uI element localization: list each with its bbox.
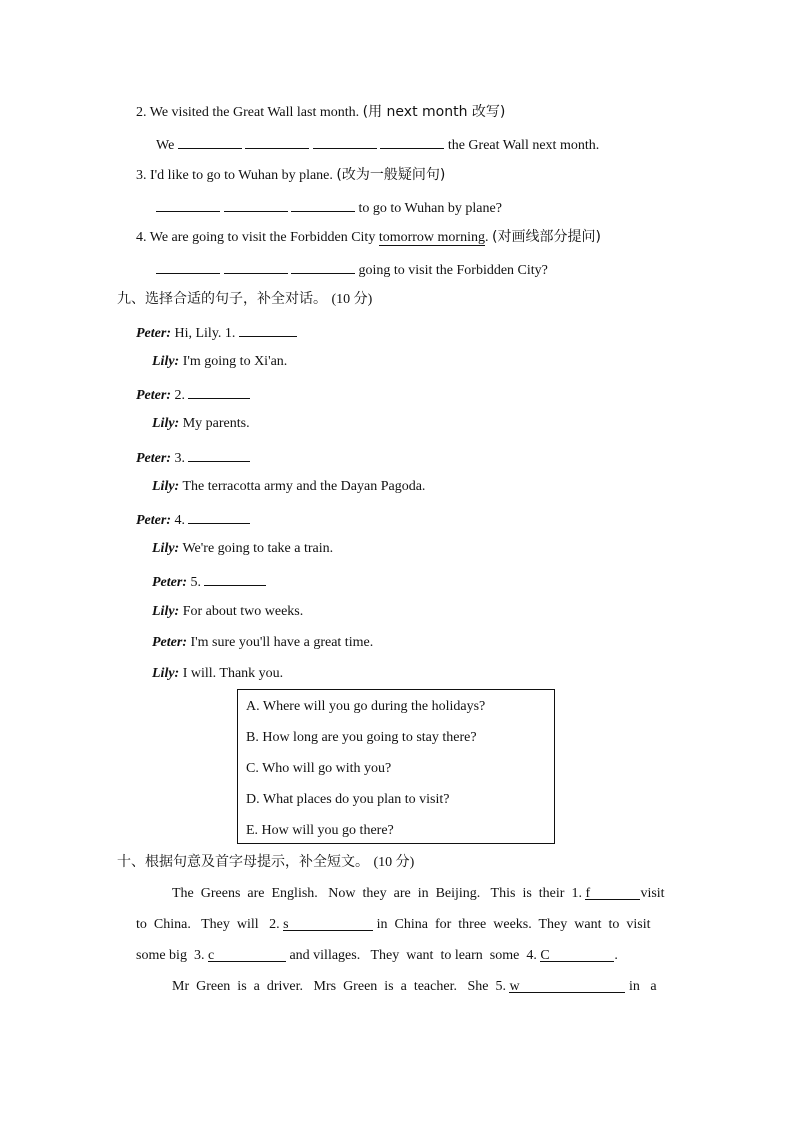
dialogue-line: Lily: The terracotta army and the Dayan Pagoda. <box>152 479 426 494</box>
option-c[interactable]: C. Who will go with you? <box>246 761 392 776</box>
dialogue-line: Peter: Hi, Lily. 1. <box>136 322 297 343</box>
q2-answer-line: We the Great Wall next month. <box>156 134 599 155</box>
answer-blank[interactable]: s <box>283 916 373 931</box>
answer-blank[interactable] <box>245 134 309 149</box>
options-box <box>237 689 555 844</box>
dialogue-line: Peter: 4. <box>136 509 250 530</box>
q4-answer-line: going to visit the Forbidden City? <box>156 259 548 280</box>
answer-blank[interactable] <box>188 384 250 399</box>
passage-line: some big 3. c and villages. They want to learn some 4. C . <box>136 948 618 963</box>
answer-blank[interactable]: c <box>208 947 286 962</box>
answer-blank[interactable] <box>156 197 220 212</box>
answer-blank[interactable] <box>313 134 377 149</box>
passage-line: Mr Green is a driver. Mrs Green is a teacher. She 5. w in a <box>172 979 657 994</box>
answer-blank[interactable] <box>291 197 355 212</box>
answer-blank[interactable] <box>224 259 288 274</box>
q3-line: 3. I'd like to go to Wuhan by plane. (改为一般疑问句) <box>136 167 446 183</box>
answer-blank[interactable] <box>224 197 288 212</box>
q2-line: 2. We visited the Great Wall last month. (用 next month 改写) <box>136 104 506 120</box>
passage-line: The Greens are English. Now they are in Beijing. This is their 1. f visit <box>172 886 665 901</box>
dialogue-line: Lily: For about two weeks. <box>152 604 304 619</box>
answer-blank[interactable] <box>188 447 250 462</box>
answer-blank[interactable]: w <box>509 978 625 993</box>
answer-blank[interactable] <box>291 259 355 274</box>
dialogue-line: Lily: I will. Thank you. <box>152 666 284 681</box>
option-a[interactable]: A. Where will you go during the holidays? <box>246 699 486 714</box>
answer-blank[interactable] <box>156 259 220 274</box>
dialogue-line: Lily: My parents. <box>152 416 250 431</box>
answer-blank[interactable]: f <box>585 885 640 900</box>
section-10-heading: 十、根据句意及首字母提示，补全短文。 (10 分) <box>117 854 415 870</box>
answer-blank[interactable] <box>178 134 242 149</box>
section-9-heading: 九、选择合适的句子，补全对话。 (10 分) <box>117 291 373 307</box>
answer-blank[interactable] <box>380 134 444 149</box>
option-d[interactable]: D. What places do you plan to visit? <box>246 792 450 807</box>
q3-answer-line: to go to Wuhan by plane? <box>156 197 502 218</box>
option-e[interactable]: E. How will you go there? <box>246 823 394 838</box>
passage-line: to China. They will 2. s in China for three weeks. They want to visit <box>136 917 651 932</box>
underlined-phrase: tomorrow morning <box>378 230 485 245</box>
q4-line: 4. We are going to visit the Forbidden City tomorrow morning. (对画线部分提问) <box>136 229 601 245</box>
dialogue-line: Peter: 2. <box>136 384 250 405</box>
option-b[interactable]: B. How long are you going to stay there? <box>246 730 477 745</box>
answer-blank[interactable] <box>188 509 250 524</box>
dialogue-line: Peter: I'm sure you'll have a great time. <box>152 635 374 650</box>
dialogue-line: Peter: 5. <box>152 571 266 592</box>
answer-blank[interactable] <box>239 322 297 337</box>
answer-blank[interactable] <box>204 571 266 586</box>
dialogue-line: Lily: We're going to take a train. <box>152 541 334 556</box>
dialogue-line: Lily: I'm going to Xi'an. <box>152 354 288 369</box>
dialogue-line: Peter: 3. <box>136 447 250 468</box>
answer-blank[interactable]: C <box>540 947 614 962</box>
